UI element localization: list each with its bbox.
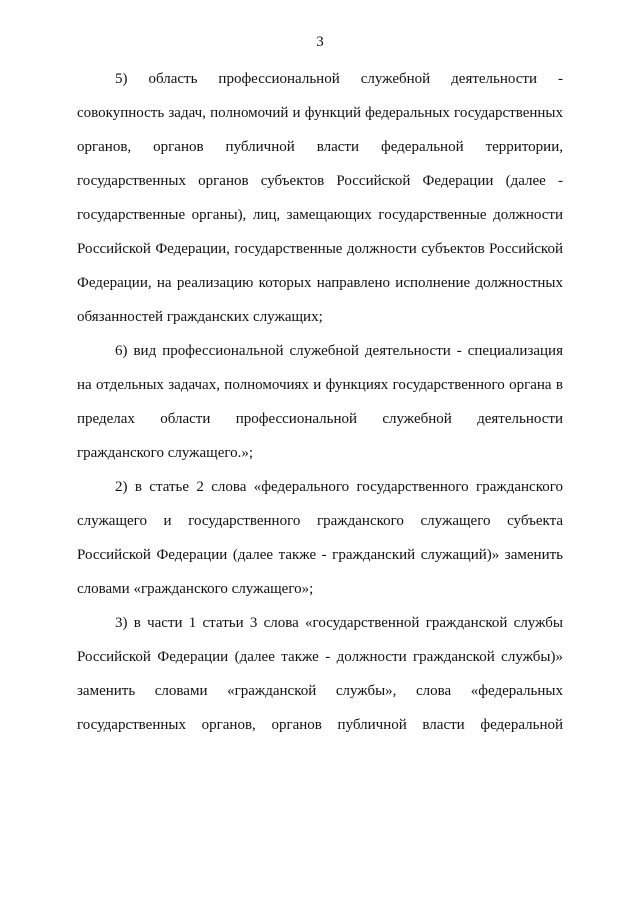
page-number: 3 — [316, 34, 324, 50]
document-body — [77, 62, 563, 742]
paragraph-amendment-article-2: 2) в статье 2 слова «федерального государственного гражданского служащего и государственного гражданского служащего субъекта Российской Федерации (далее также - гражданский служащий)» заменить словами «гражданского служащего»; — [77, 479, 563, 597]
paragraph-item-5-scope: 5) область профессиональной служебной деятельности - совокупность задач, полномочий и функций федеральных государственных органов, органов публичной власти федеральной территории, государственных органов субъектов Российской Федерации (далее - государственные органы), лиц, замещающих государственные должности Российской Федерации, государственные должности субъектов Российской Федерации, на реализацию которых направлено исполнение должностных обязанностей гражданских служащих; — [77, 71, 563, 325]
paragraph-amendment-article-3: 3) в части 1 статьи 3 слова «государственной гражданской службы Российской Федерации (далее также - должности гражданской службы)» заменить словами «гражданской службы», слова «федеральных государственных органов, органов публичной власти федеральной — [77, 615, 563, 733]
paragraph-item-6-type: 6) вид профессиональной служебной деятельности - специализация на отдельных задачах, полномочиях и функциях государственного органа в пределах области профессиональной служебной деятельности гражданского служащего.»; — [77, 343, 563, 461]
